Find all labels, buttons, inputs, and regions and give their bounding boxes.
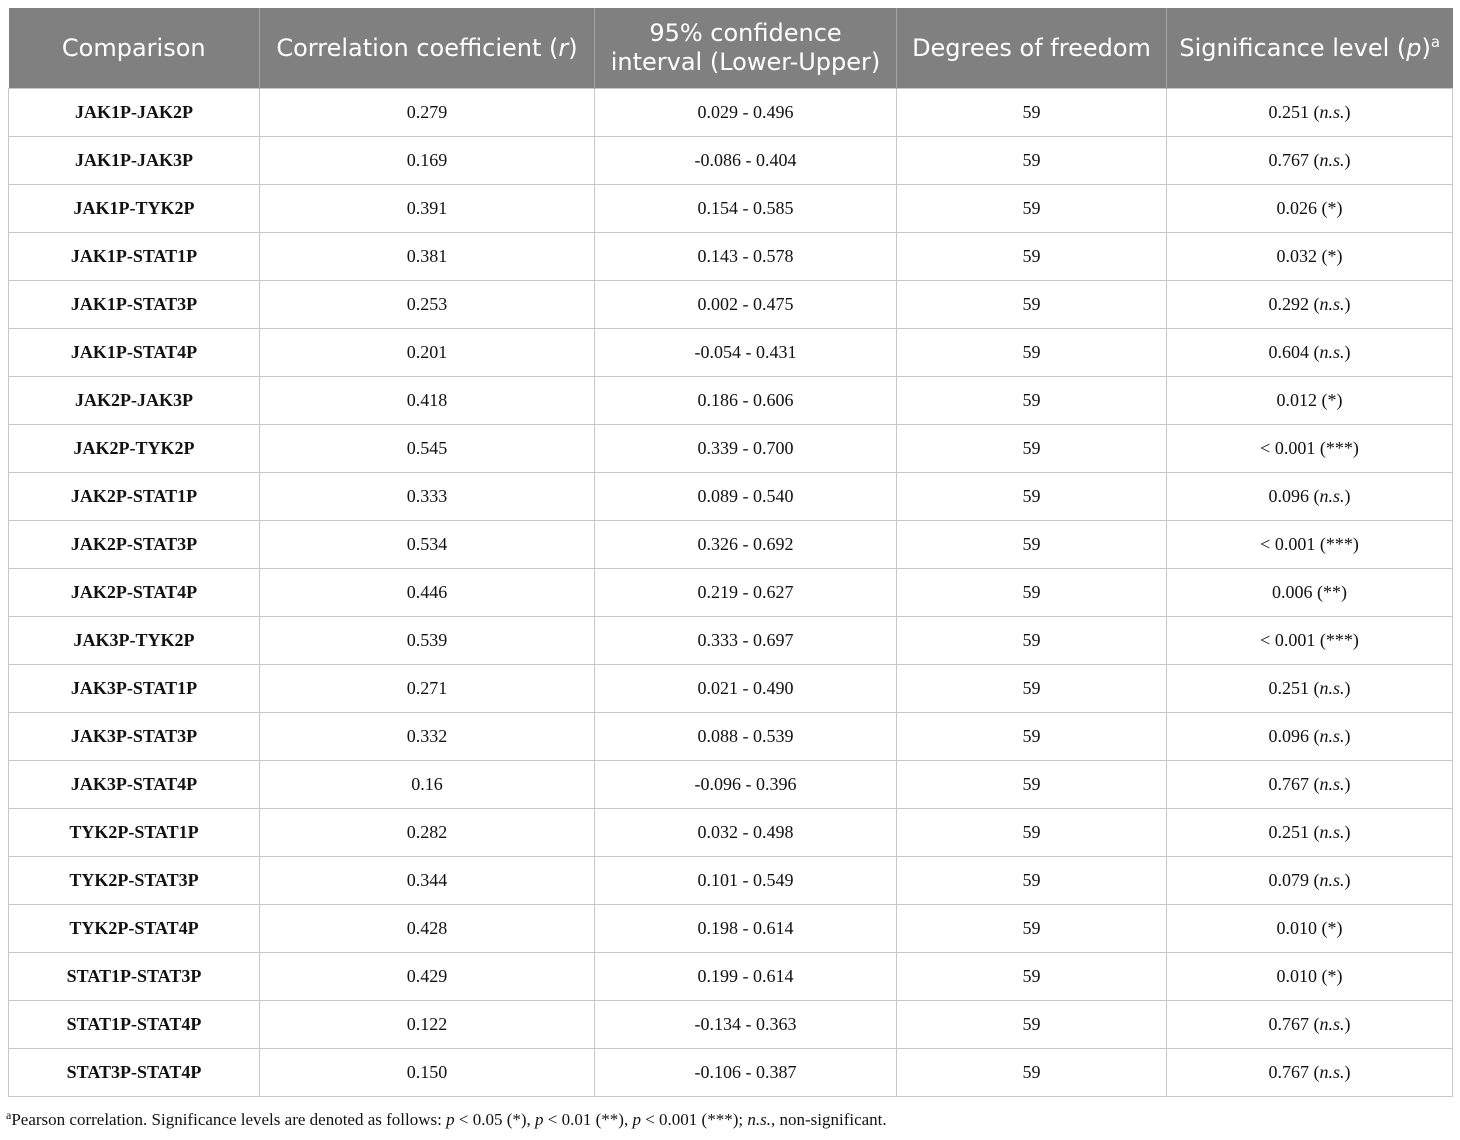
p-value: 0.010	[1276, 918, 1317, 938]
correlation-cell: 0.150	[260, 1049, 595, 1097]
correlation-cell: 0.16	[260, 761, 595, 809]
comparison-cell: JAK1P-STAT3P	[9, 281, 260, 329]
footnote-p-symbol: p	[446, 1110, 455, 1129]
p-value: 0.079	[1268, 870, 1309, 890]
table-row	[9, 233, 1453, 281]
comparison-cell: JAK1P-STAT1P	[9, 233, 260, 281]
correlation-cell: 0.391	[260, 185, 595, 233]
significance-cell: 0.251 (n.s.)	[1167, 809, 1453, 857]
comparison-cell: JAK1P-JAK3P	[9, 137, 260, 185]
degrees-of-freedom-cell: 59	[897, 905, 1167, 953]
table-row	[9, 1001, 1453, 1049]
degrees-of-freedom-cell: 59	[897, 233, 1167, 281]
table-row	[9, 665, 1453, 713]
significance-cell: < 0.001 (***)	[1167, 521, 1453, 569]
confidence-interval-cell: -0.086 - 0.404	[595, 137, 897, 185]
degrees-of-freedom-cell: 59	[897, 521, 1167, 569]
significance-cell: 0.010 (*)	[1167, 953, 1453, 1001]
p-value: 0.604	[1268, 342, 1309, 362]
comparison-cell: JAK2P-STAT1P	[9, 473, 260, 521]
comparison-cell: JAK2P-JAK3P	[9, 377, 260, 425]
table-row	[9, 473, 1453, 521]
degrees-of-freedom-cell: 59	[897, 329, 1167, 377]
table-row	[9, 617, 1453, 665]
comparison-cell: TYK2P-STAT1P	[9, 809, 260, 857]
comparison-cell: STAT3P-STAT4P	[9, 1049, 260, 1097]
footnote-ns: n.s.	[747, 1110, 771, 1129]
degrees-of-freedom-cell: 59	[897, 1049, 1167, 1097]
p-value: 0.096	[1268, 726, 1309, 746]
significance-cell: < 0.001 (***)	[1167, 617, 1453, 665]
header-significance	[1167, 8, 1453, 89]
significance-marker: ***	[1325, 630, 1353, 650]
significance-marker: n.s.	[1319, 342, 1345, 362]
significance-cell: 0.767 (n.s.)	[1167, 1049, 1453, 1097]
footnote-mark: a	[6, 1108, 12, 1122]
comparison-cell: TYK2P-STAT3P	[9, 857, 260, 905]
correlation-cell: 0.418	[260, 377, 595, 425]
degrees-of-freedom-cell: 59	[897, 569, 1167, 617]
significance-marker: n.s.	[1319, 774, 1345, 794]
confidence-interval-cell: 0.088 - 0.539	[595, 713, 897, 761]
p-value: < 0.001	[1260, 534, 1316, 554]
table-row	[9, 89, 1453, 137]
comparison-cell: JAK1P-JAK2P	[9, 89, 260, 137]
degrees-of-freedom-cell: 59	[897, 713, 1167, 761]
comparison-cell: JAK1P-TYK2P	[9, 185, 260, 233]
correlation-cell: 0.279	[260, 89, 595, 137]
p-value: 0.032	[1276, 246, 1317, 266]
significance-cell: 0.292 (n.s.)	[1167, 281, 1453, 329]
significance-cell: 0.026 (*)	[1167, 185, 1453, 233]
significance-cell: 0.096 (n.s.)	[1167, 473, 1453, 521]
correlation-cell: 0.282	[260, 809, 595, 857]
header-p-symbol: p	[1406, 33, 1422, 62]
correlation-cell: 0.534	[260, 521, 595, 569]
correlation-cell: 0.201	[260, 329, 595, 377]
confidence-interval-cell: 0.333 - 0.697	[595, 617, 897, 665]
header-correlation-close: )	[568, 33, 578, 62]
p-value: 0.767	[1268, 1014, 1309, 1034]
degrees-of-freedom-cell: 59	[897, 137, 1167, 185]
degrees-of-freedom-cell: 59	[897, 281, 1167, 329]
degrees-of-freedom-cell: 59	[897, 857, 1167, 905]
significance-marker: n.s.	[1319, 678, 1345, 698]
confidence-interval-cell: 0.032 - 0.498	[595, 809, 897, 857]
significance-cell: 0.032 (*)	[1167, 233, 1453, 281]
header-comparison-text: Comparison	[61, 33, 206, 62]
comparison-cell: JAK1P-STAT4P	[9, 329, 260, 377]
table-footnote	[6, 1110, 887, 1130]
p-value: 0.026	[1276, 198, 1317, 218]
degrees-of-freedom-cell: 59	[897, 809, 1167, 857]
footnote-p-symbol: p	[535, 1110, 544, 1129]
p-value: 0.006	[1272, 582, 1313, 602]
correlation-cell: 0.122	[260, 1001, 595, 1049]
correlation-cell: 0.344	[260, 857, 595, 905]
correlation-cell: 0.332	[260, 713, 595, 761]
confidence-interval-cell: 0.154 - 0.585	[595, 185, 897, 233]
p-value: 0.251	[1268, 678, 1309, 698]
header-significance-text: Significance level (	[1179, 33, 1407, 62]
confidence-interval-cell: 0.101 - 0.549	[595, 857, 897, 905]
table-row	[9, 329, 1453, 377]
footnote-p-symbol: p	[632, 1110, 641, 1129]
correlation-cell: 0.253	[260, 281, 595, 329]
table-row	[9, 521, 1453, 569]
significance-cell: 0.096 (n.s.)	[1167, 713, 1453, 761]
table-row	[9, 713, 1453, 761]
significance-cell: 0.604 (n.s.)	[1167, 329, 1453, 377]
correlation-cell: 0.428	[260, 905, 595, 953]
correlation-cell: 0.169	[260, 137, 595, 185]
significance-cell: 0.767 (n.s.)	[1167, 761, 1453, 809]
header-ci-line1: 95% confidence	[649, 19, 842, 47]
degrees-of-freedom-cell: 59	[897, 665, 1167, 713]
significance-marker: *	[1327, 390, 1337, 410]
significance-cell: 0.767 (n.s.)	[1167, 137, 1453, 185]
confidence-interval-cell: 0.186 - 0.606	[595, 377, 897, 425]
comparison-cell: JAK2P-STAT4P	[9, 569, 260, 617]
significance-marker: *	[1327, 918, 1337, 938]
confidence-interval-cell: -0.054 - 0.431	[595, 329, 897, 377]
confidence-interval-cell: 0.219 - 0.627	[595, 569, 897, 617]
comparison-cell: JAK2P-TYK2P	[9, 425, 260, 473]
significance-cell: 0.767 (n.s.)	[1167, 1001, 1453, 1049]
significance-cell: 0.251 (n.s.)	[1167, 665, 1453, 713]
header-correlation-text: Correlation coefficient (	[276, 33, 559, 62]
confidence-interval-cell: 0.002 - 0.475	[595, 281, 897, 329]
correlation-cell: 0.545	[260, 425, 595, 473]
degrees-of-freedom-cell: 59	[897, 1001, 1167, 1049]
confidence-interval-cell: 0.198 - 0.614	[595, 905, 897, 953]
significance-cell: 0.006 (**)	[1167, 569, 1453, 617]
table-header	[9, 8, 1453, 89]
header-df-text: Degrees of freedom	[912, 33, 1151, 62]
header-confidence-interval	[595, 8, 897, 89]
p-value: 0.251	[1268, 822, 1309, 842]
significance-marker: n.s.	[1319, 294, 1345, 314]
significance-cell: < 0.001 (***)	[1167, 425, 1453, 473]
table-row	[9, 857, 1453, 905]
confidence-interval-cell: 0.339 - 0.700	[595, 425, 897, 473]
comparison-cell: STAT1P-STAT4P	[9, 1001, 260, 1049]
significance-cell: 0.079 (n.s.)	[1167, 857, 1453, 905]
significance-marker: n.s.	[1319, 822, 1345, 842]
significance-cell: 0.010 (*)	[1167, 905, 1453, 953]
significance-marker: *	[1327, 198, 1337, 218]
significance-cell: 0.012 (*)	[1167, 377, 1453, 425]
confidence-interval-cell: 0.199 - 0.614	[595, 953, 897, 1001]
table-row	[9, 1049, 1453, 1097]
header-significance-close: )	[1421, 33, 1431, 62]
table-row	[9, 569, 1453, 617]
confidence-interval-cell: -0.106 - 0.387	[595, 1049, 897, 1097]
correlation-table	[8, 8, 1453, 1097]
header-ci-line2: interval (Lower-Upper)	[610, 48, 881, 76]
significance-marker: n.s.	[1319, 150, 1345, 170]
table-row	[9, 425, 1453, 473]
correlation-cell: 0.446	[260, 569, 595, 617]
confidence-interval-cell: 0.143 - 0.578	[595, 233, 897, 281]
header-footnote-mark: a	[1430, 32, 1441, 51]
confidence-interval-cell: 0.021 - 0.490	[595, 665, 897, 713]
header-row	[9, 8, 1453, 89]
degrees-of-freedom-cell: 59	[897, 761, 1167, 809]
significance-marker: n.s.	[1319, 726, 1345, 746]
footnote-text: < 0.05 (*),	[454, 1110, 536, 1129]
degrees-of-freedom-cell: 59	[897, 617, 1167, 665]
correlation-cell: 0.429	[260, 953, 595, 1001]
significance-marker: n.s.	[1319, 870, 1345, 890]
p-value: 0.010	[1276, 966, 1317, 986]
significance-cell: 0.251 (n.s.)	[1167, 89, 1453, 137]
header-correlation	[260, 8, 595, 89]
footnote-text: Pearson correlation. Significance levels are denoted as follows:	[11, 1110, 447, 1129]
degrees-of-freedom-cell: 59	[897, 89, 1167, 137]
table-row	[9, 281, 1453, 329]
comparison-cell: JAK3P-TYK2P	[9, 617, 260, 665]
comparison-cell: JAK2P-STAT3P	[9, 521, 260, 569]
footnote-text: < 0.001 (***);	[640, 1110, 748, 1129]
degrees-of-freedom-cell: 59	[897, 953, 1167, 1001]
table-row	[9, 905, 1453, 953]
comparison-cell: JAK3P-STAT1P	[9, 665, 260, 713]
p-value: 0.767	[1268, 150, 1309, 170]
p-value: 0.767	[1268, 774, 1309, 794]
comparison-cell: TYK2P-STAT4P	[9, 905, 260, 953]
p-value: < 0.001	[1260, 630, 1316, 650]
header-comparison	[9, 8, 260, 89]
significance-marker: **	[1323, 582, 1341, 602]
degrees-of-freedom-cell: 59	[897, 185, 1167, 233]
comparison-cell: JAK3P-STAT4P	[9, 761, 260, 809]
table-row	[9, 137, 1453, 185]
significance-marker: n.s.	[1319, 102, 1345, 122]
correlation-cell: 0.381	[260, 233, 595, 281]
confidence-interval-cell: 0.326 - 0.692	[595, 521, 897, 569]
p-value: 0.096	[1268, 486, 1309, 506]
correlation-cell: 0.539	[260, 617, 595, 665]
confidence-interval-cell: -0.134 - 0.363	[595, 1001, 897, 1049]
significance-marker: *	[1327, 966, 1337, 986]
p-value: 0.292	[1268, 294, 1309, 314]
table-row	[9, 761, 1453, 809]
header-degrees-of-freedom	[897, 8, 1167, 89]
confidence-interval-cell: 0.089 - 0.540	[595, 473, 897, 521]
footnote-text: < 0.01 (**),	[543, 1110, 633, 1129]
p-value: 0.012	[1276, 390, 1317, 410]
significance-marker: n.s.	[1319, 486, 1345, 506]
confidence-interval-cell: -0.096 - 0.396	[595, 761, 897, 809]
footnote-text: , non-significant.	[770, 1110, 887, 1129]
table-row	[9, 377, 1453, 425]
confidence-interval-cell: 0.029 - 0.496	[595, 89, 897, 137]
table-container	[8, 8, 1452, 1097]
significance-marker: *	[1327, 246, 1337, 266]
comparison-cell: STAT1P-STAT3P	[9, 953, 260, 1001]
degrees-of-freedom-cell: 59	[897, 377, 1167, 425]
p-value: < 0.001	[1260, 438, 1316, 458]
correlation-cell: 0.271	[260, 665, 595, 713]
degrees-of-freedom-cell: 59	[897, 473, 1167, 521]
significance-marker: ***	[1325, 438, 1353, 458]
significance-marker: ***	[1325, 534, 1353, 554]
p-value: 0.251	[1268, 102, 1309, 122]
significance-marker: n.s.	[1319, 1014, 1345, 1034]
significance-marker: n.s.	[1319, 1062, 1345, 1082]
header-r-symbol: r	[558, 33, 569, 62]
table-body	[9, 89, 1453, 1097]
table-row	[9, 953, 1453, 1001]
degrees-of-freedom-cell: 59	[897, 425, 1167, 473]
p-value: 0.767	[1268, 1062, 1309, 1082]
table-row	[9, 185, 1453, 233]
comparison-cell: JAK3P-STAT3P	[9, 713, 260, 761]
correlation-cell: 0.333	[260, 473, 595, 521]
table-row	[9, 809, 1453, 857]
